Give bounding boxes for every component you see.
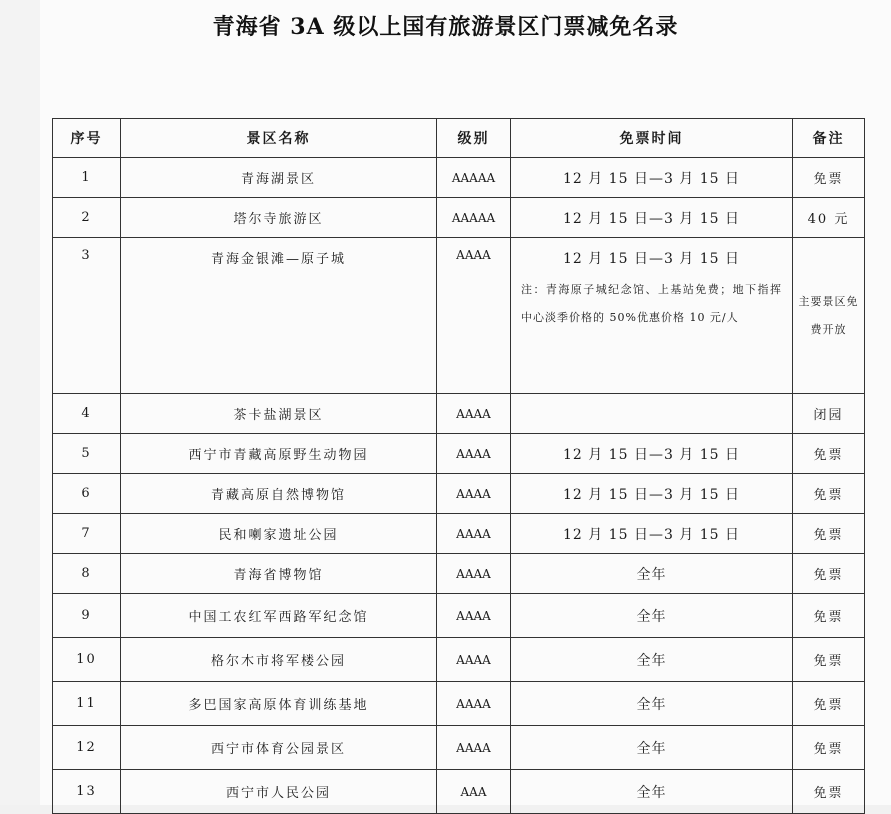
cell-no: 13: [53, 770, 121, 814]
cell-no: 12: [53, 726, 121, 770]
cell-name: 西宁市体育公园景区: [121, 726, 437, 770]
table-row: [53, 434, 865, 474]
cell-remark: 免票: [793, 514, 865, 554]
cell-time: 全年: [511, 770, 793, 814]
cell-time: 12 月 15 日—3 月 15 日: [511, 434, 793, 474]
cell-no: 9: [53, 594, 121, 638]
cell-no: 4: [53, 394, 121, 434]
table-row: [53, 726, 865, 770]
cell-note: 注：青海原子城纪念馆、上基站免费；地下指挥中心淡季价格的 50%优惠价格 10 元/人: [521, 283, 782, 324]
page-title: 青海省 3A 级以上国有旅游景区门票减免名录: [212, 14, 679, 40]
table-row: [53, 198, 865, 238]
cell-no: 6: [53, 474, 121, 514]
cell-name: 塔尔寺旅游区: [121, 198, 437, 238]
table-row: [53, 474, 865, 514]
cell-remark: 免票: [793, 158, 865, 198]
cell-name: 青海金银滩—原子城: [121, 238, 437, 394]
cell-level: AAA: [437, 770, 511, 814]
cell-level: AAAA: [437, 638, 511, 682]
cell-name: 青海省博物馆: [121, 554, 437, 594]
table-row: [53, 514, 865, 554]
cell-level: AAAA: [437, 726, 511, 770]
header-remark: 备注: [793, 119, 865, 158]
cell-remark: 免票: [793, 594, 865, 638]
cell-level: AAAAA: [437, 198, 511, 238]
cell-time: 12 月 15 日—3 月 15 日: [511, 514, 793, 554]
cell-level: AAAA: [437, 474, 511, 514]
cell-time: [511, 394, 793, 434]
header-name: 景区名称: [121, 119, 437, 158]
cell-time: 全年: [511, 554, 793, 594]
cell-name: 西宁市青藏高原野生动物园: [121, 434, 437, 474]
table-row: [53, 394, 865, 434]
cell-time-with-note: [511, 238, 793, 394]
cell-time: 全年: [511, 638, 793, 682]
table-row: [53, 238, 865, 394]
cell-name: 民和喇家遗址公园: [121, 514, 437, 554]
cell-name: 西宁市人民公园: [121, 770, 437, 814]
cell-time: 12 月 15 日—3 月 15 日: [562, 251, 741, 267]
cell-no: 10: [53, 638, 121, 682]
table-row: [53, 594, 865, 638]
cell-level: AAAA: [437, 594, 511, 638]
cell-remark: 免票: [793, 434, 865, 474]
cell-remark: 免票: [793, 638, 865, 682]
header-time: 免票时间: [511, 119, 793, 158]
cell-remark: 免票: [793, 554, 865, 594]
cell-no: 5: [53, 434, 121, 474]
cell-remark: 免票: [793, 682, 865, 726]
cell-name: 格尔木市将军楼公园: [121, 638, 437, 682]
table-row: [53, 638, 865, 682]
cell-remark: 主要景区免费开放: [793, 238, 865, 394]
cell-level: AAAA: [437, 682, 511, 726]
cell-remark: 免票: [793, 726, 865, 770]
header-level: 级别: [437, 119, 511, 158]
cell-name: 茶卡盐湖景区: [121, 394, 437, 434]
scenic-spot-table: [52, 118, 865, 814]
cell-no: 8: [53, 554, 121, 594]
cell-remark: 免票: [793, 474, 865, 514]
cell-name: 多巴国家高原体育训练基地: [121, 682, 437, 726]
table-row: [53, 770, 865, 814]
cell-remark: 40 元: [793, 198, 865, 238]
cell-remark: 免票: [793, 770, 865, 814]
cell-time: 全年: [511, 682, 793, 726]
cell-no: 2: [53, 198, 121, 238]
table-row: [53, 682, 865, 726]
header-no: 序号: [53, 119, 121, 158]
cell-remark: 闭园: [793, 394, 865, 434]
table-header-row: [53, 119, 865, 158]
cell-level: AAAA: [437, 554, 511, 594]
cell-time: 全年: [511, 726, 793, 770]
cell-level: AAAAA: [437, 158, 511, 198]
cell-time: 12 月 15 日—3 月 15 日: [511, 198, 793, 238]
cell-no: 11: [53, 682, 121, 726]
page-margin: [0, 0, 40, 805]
cell-level: AAAA: [437, 434, 511, 474]
cell-no: 7: [53, 514, 121, 554]
cell-name: 青海湖景区: [121, 158, 437, 198]
cell-no: 3: [53, 238, 121, 394]
cell-level: AAAA: [437, 394, 511, 434]
cell-time: 12 月 15 日—3 月 15 日: [511, 474, 793, 514]
cell-name: 青藏高原自然博物馆: [121, 474, 437, 514]
table-row: [53, 554, 865, 594]
cell-time: 全年: [511, 594, 793, 638]
table-row: [53, 158, 865, 198]
cell-name: 中国工农红军西路军纪念馆: [121, 594, 437, 638]
cell-no: 1: [53, 158, 121, 198]
cell-level: AAAA: [437, 238, 511, 394]
cell-time: 12 月 15 日—3 月 15 日: [511, 158, 793, 198]
cell-level: AAAA: [437, 514, 511, 554]
